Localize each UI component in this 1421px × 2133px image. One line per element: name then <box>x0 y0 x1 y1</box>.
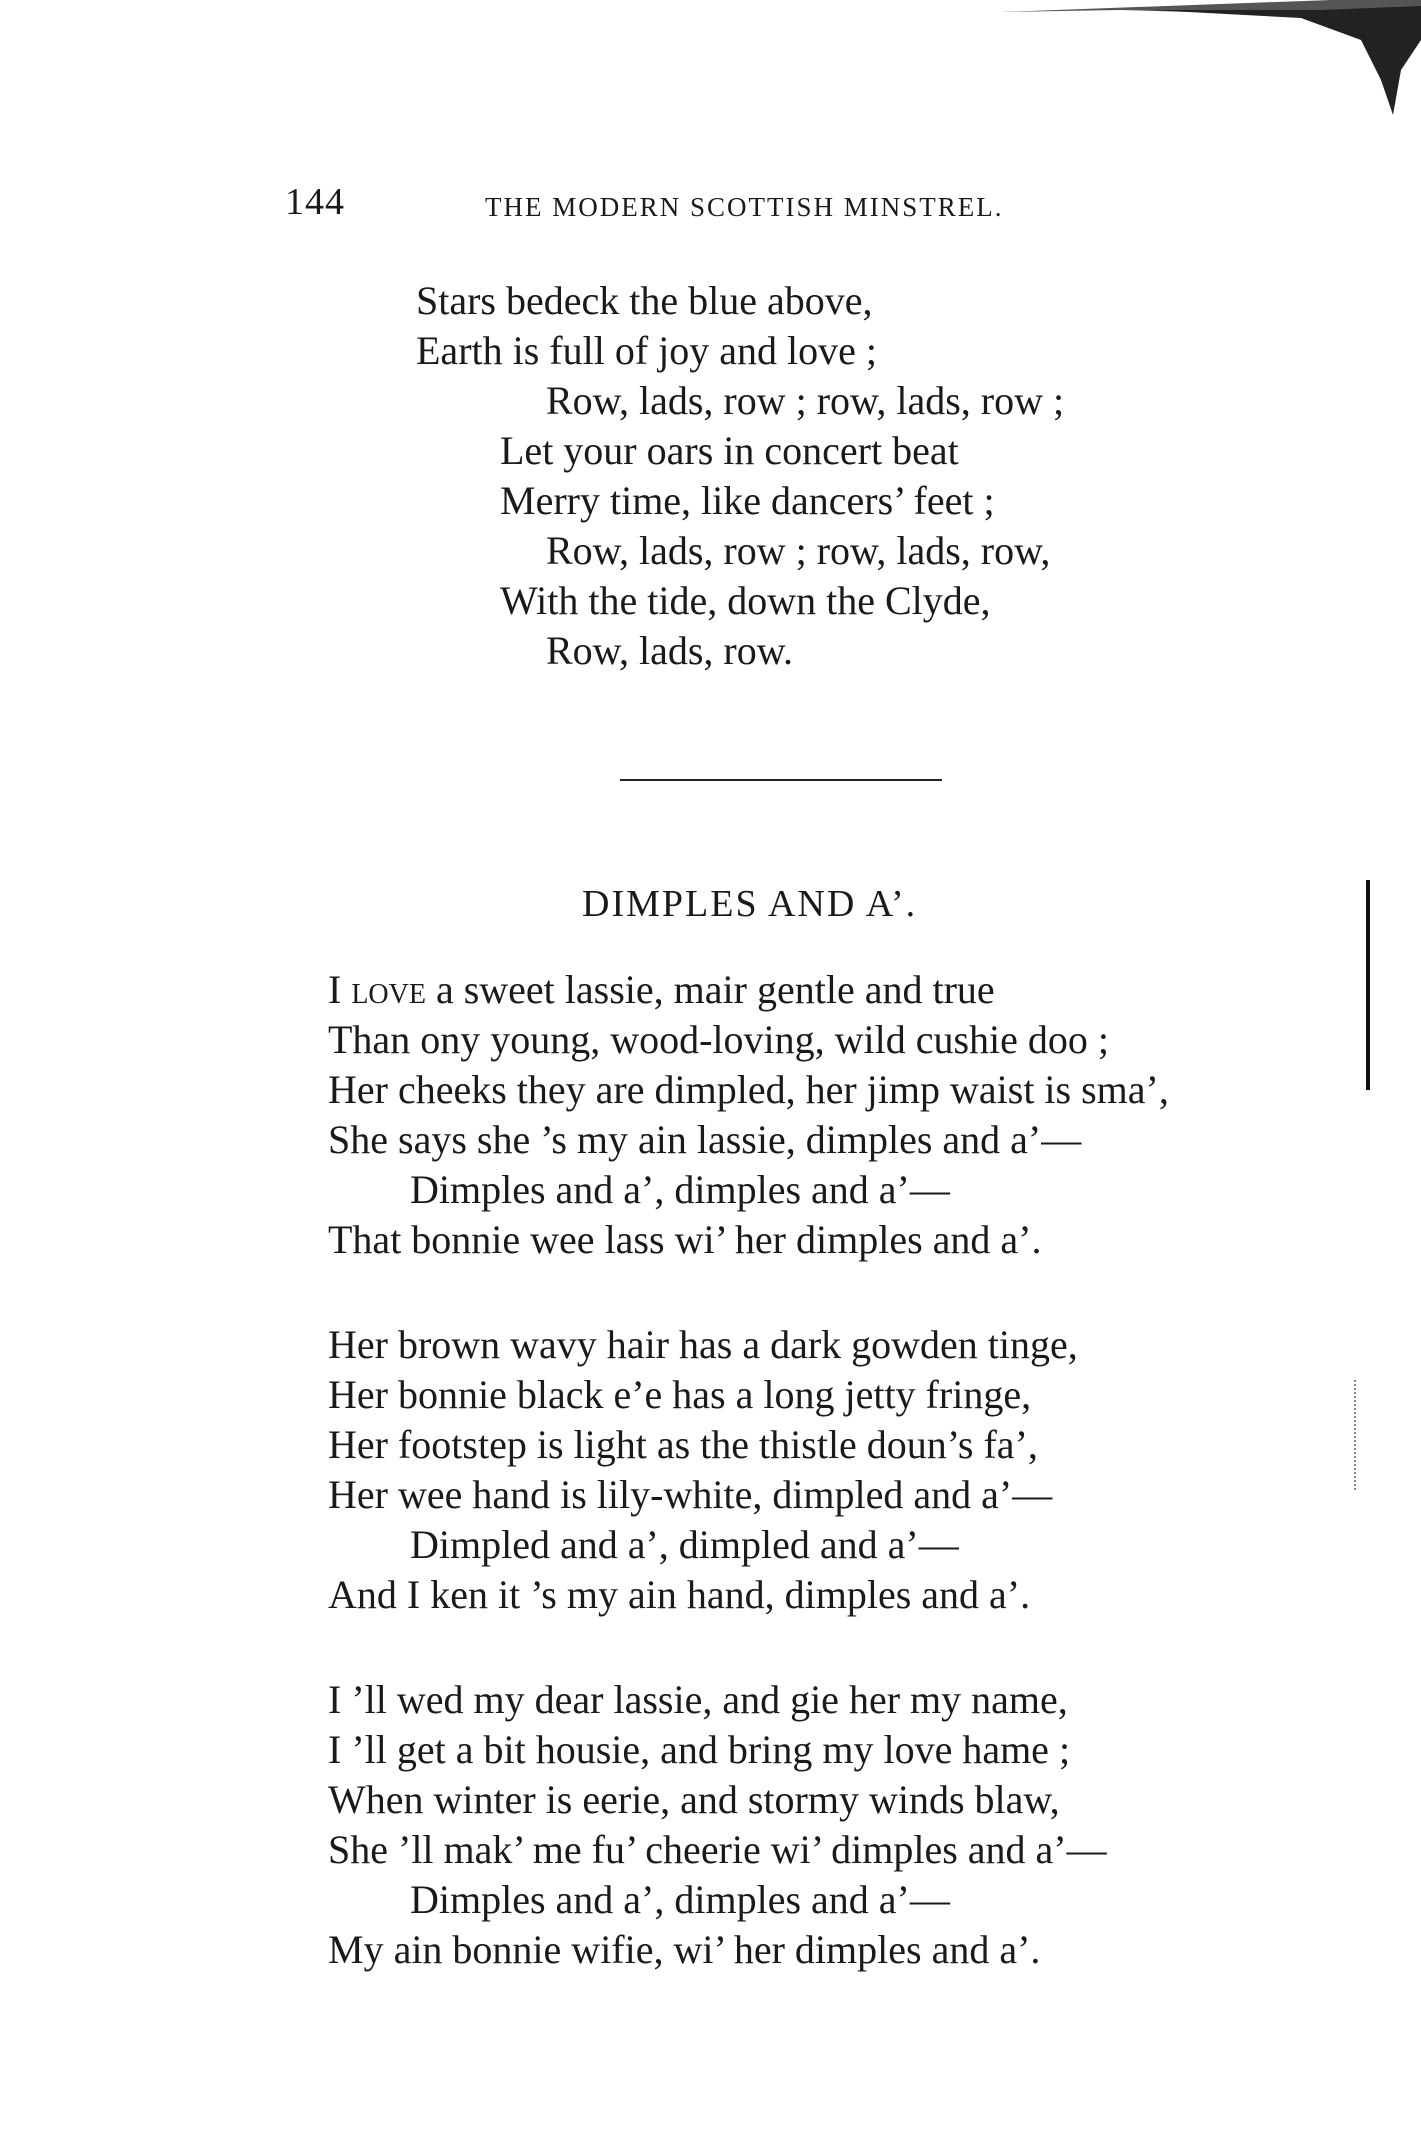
verse-line-refrain: Dimples and a’, dimples and a’— <box>410 1167 950 1212</box>
verse-line: Than ony young, wood-loving, wild cushie doo ; <box>328 1017 1110 1062</box>
verse-line: That bonnie wee lass wi’ her dimples and a’. <box>328 1217 1042 1262</box>
verse-line: She ’ll mak’ me fu’ cheerie wi’ dimples and a’— <box>328 1827 1107 1872</box>
running-title: THE MODERN SCOTTISH MINSTREL. <box>485 192 1004 222</box>
verse-line: I ’ll get a bit housie, and bring my love hame ; <box>328 1727 1071 1772</box>
verse-line-first <box>328 965 995 1015</box>
verse-line: With the tide, down the Clyde, <box>500 578 991 623</box>
page-header <box>0 180 1421 240</box>
verse-line: She says she ’s my ain lassie, dimples and a’— <box>328 1117 1082 1162</box>
verse-line: Her wee hand is lily-white, dimpled and a’— <box>328 1472 1053 1517</box>
verse-line-refrain: Dimples and a’, dimples and a’— <box>410 1877 950 1922</box>
section-divider <box>620 779 942 781</box>
verse-line: Row, lads, row ; row, lads, row, <box>546 528 1051 573</box>
verse-line: Stars bedeck the blue above, <box>416 278 873 323</box>
poem-title: DIMPLES AND A’. <box>582 883 918 925</box>
verse-line: Row, lads, row. <box>546 628 794 673</box>
verse-line: Row, lads, row ; row, lads, row ; <box>546 378 1065 423</box>
verse-line: My ain bonnie wifie, wi’ her dimples and a’. <box>328 1927 1041 1972</box>
verse-line: Her cheeks they are dimpled, her jimp waist is sma’, <box>328 1067 1169 1112</box>
first-words-smallcaps: I love <box>328 967 426 1012</box>
verse-line: Merry time, like dancers’ feet ; <box>500 478 995 523</box>
margin-scan-mark <box>1366 880 1370 1090</box>
verse-line: Let your oars in concert beat <box>500 428 959 473</box>
verse-line: When winter is eerie, and stormy winds blaw, <box>328 1777 1060 1822</box>
scan-shadow-artifact <box>1001 0 1421 130</box>
verse-line: I ’ll wed my dear lassie, and gie her my name, <box>328 1677 1068 1722</box>
verse-line: Her brown wavy hair has a dark gowden tinge, <box>328 1322 1078 1367</box>
verse-line-refrain: Dimpled and a’, dimpled and a’— <box>410 1522 959 1567</box>
verse-line: Earth is full of joy and love ; <box>416 328 878 373</box>
first-line-rest: a sweet lassie, mair gentle and true <box>425 967 995 1012</box>
page-number: 144 <box>285 181 345 223</box>
verse-line: Her bonnie black e’e has a long jetty fringe, <box>328 1372 1032 1417</box>
margin-scan-dots <box>1354 1380 1358 1490</box>
verse-line: Her footstep is light as the thistle doun’s fa’, <box>328 1422 1038 1467</box>
verse-line: And I ken it ’s my ain hand, dimples and a’. <box>328 1572 1031 1617</box>
